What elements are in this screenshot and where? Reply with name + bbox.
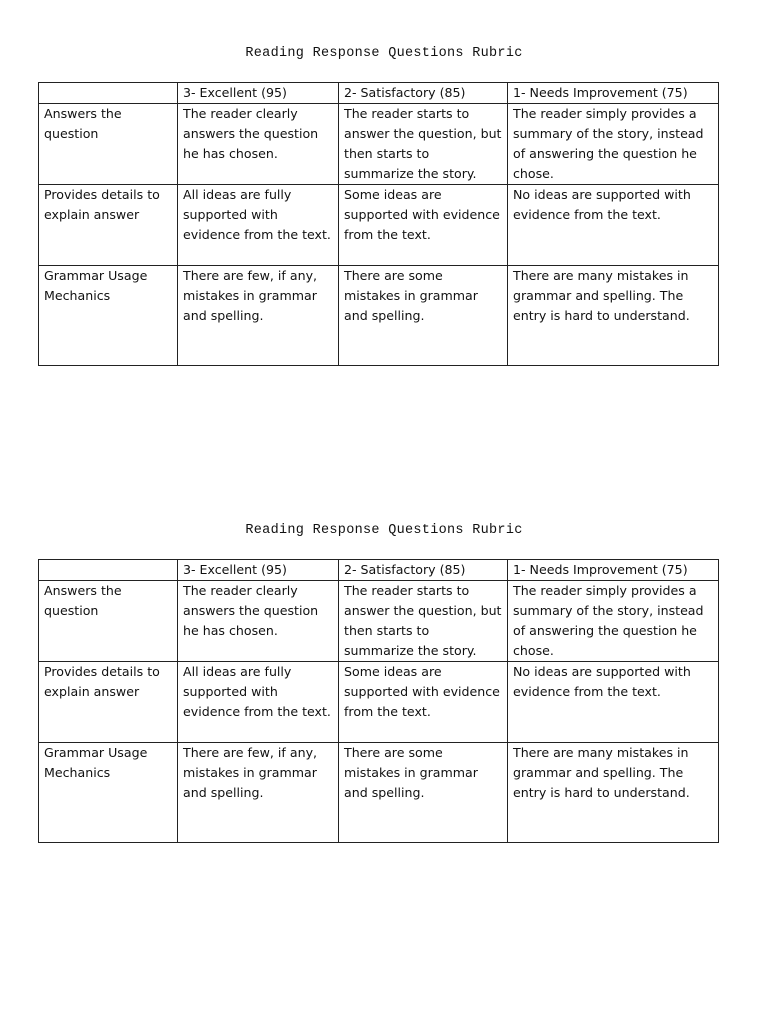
rubric-title: Reading Response Questions Rubric bbox=[245, 46, 523, 61]
header-cell-needs-improvement: 1- Needs Improvement (75) bbox=[508, 560, 719, 581]
header-cell-satisfactory: 2- Satisfactory (85) bbox=[339, 560, 508, 581]
rubric-cell: The reader starts to answer the question, but then starts to summarize the story. bbox=[339, 104, 508, 185]
criterion-cell: Grammar Usage Mechanics bbox=[39, 266, 178, 366]
table-row bbox=[39, 266, 719, 366]
rubric-cell: There are some mistakes in grammar and spelling. bbox=[339, 266, 508, 366]
rubric-cell: The reader simply provides a summary of the story, instead of answering the question he chose. bbox=[508, 104, 719, 185]
table-row bbox=[39, 581, 719, 662]
rubric-cell: All ideas are fully supported with evidence from the text. bbox=[178, 662, 339, 743]
rubric-cell: The reader simply provides a summary of the story, instead of answering the question he chose. bbox=[508, 581, 719, 662]
rubric-cell: No ideas are supported with evidence from the text. bbox=[508, 185, 719, 266]
table-row bbox=[39, 662, 719, 743]
criterion-cell: Provides details to explain answer bbox=[39, 185, 178, 266]
header-cell-empty bbox=[39, 83, 178, 104]
rubric-cell: The reader clearly answers the question he has chosen. bbox=[178, 104, 339, 185]
rubric-cell: There are few, if any, mistakes in grammar and spelling. bbox=[178, 266, 339, 366]
table-row bbox=[39, 743, 719, 843]
rubric-cell: No ideas are supported with evidence from the text. bbox=[508, 662, 719, 743]
header-cell-satisfactory: 2- Satisfactory (85) bbox=[339, 83, 508, 104]
header-row bbox=[39, 560, 719, 581]
header-row bbox=[39, 83, 719, 104]
criterion-cell: Grammar Usage Mechanics bbox=[39, 743, 178, 843]
rubric-cell: The reader clearly answers the question he has chosen. bbox=[178, 581, 339, 662]
criterion-cell: Provides details to explain answer bbox=[39, 662, 178, 743]
header-cell-excellent: 3- Excellent (95) bbox=[178, 83, 339, 104]
rubric-cell: The reader starts to answer the question, but then starts to summarize the story. bbox=[339, 581, 508, 662]
rubric-cell: There are many mistakes in grammar and spelling. The entry is hard to understand. bbox=[508, 266, 719, 366]
header-cell-empty bbox=[39, 560, 178, 581]
table-row bbox=[39, 104, 719, 185]
rubric-cell: All ideas are fully supported with evidence from the text. bbox=[178, 185, 339, 266]
rubric-cell: Some ideas are supported with evidence from the text. bbox=[339, 662, 508, 743]
rubric-table bbox=[38, 82, 719, 366]
rubric-cell: There are some mistakes in grammar and spelling. bbox=[339, 743, 508, 843]
rubric-cell: Some ideas are supported with evidence from the text. bbox=[339, 185, 508, 266]
rubric-cell: There are many mistakes in grammar and spelling. The entry is hard to understand. bbox=[508, 743, 719, 843]
header-cell-needs-improvement: 1- Needs Improvement (75) bbox=[508, 83, 719, 104]
table-row bbox=[39, 185, 719, 266]
criterion-cell: Answers the question bbox=[39, 104, 178, 185]
header-cell-excellent: 3- Excellent (95) bbox=[178, 560, 339, 581]
rubric-table bbox=[38, 559, 719, 843]
rubric-title: Reading Response Questions Rubric bbox=[245, 523, 523, 538]
rubric-cell: There are few, if any, mistakes in grammar and spelling. bbox=[178, 743, 339, 843]
criterion-cell: Answers the question bbox=[39, 581, 178, 662]
